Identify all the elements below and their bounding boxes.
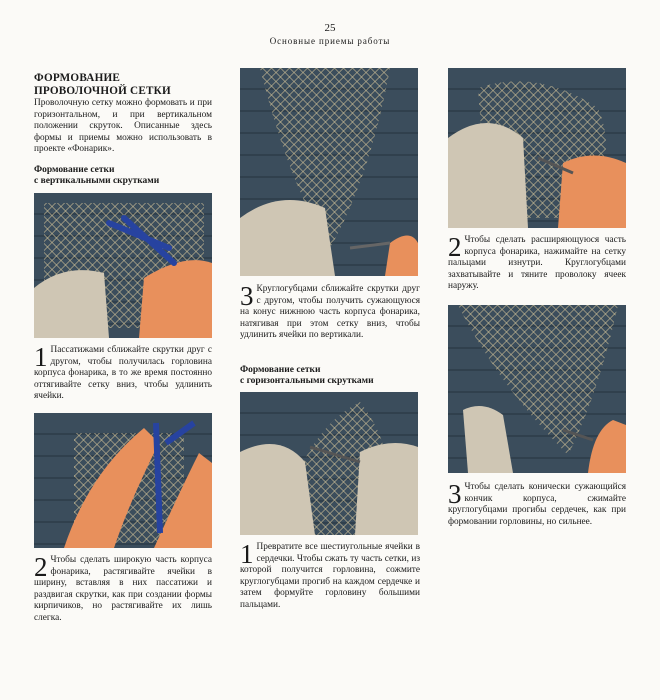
step-text: Пассатижами сближайте скрутки друг с другом, чтобы получилась горловина корпуса фонарика, в то же время постоянно оттягивайте сетку вниз, чтобы удлинить ячейки. [34, 345, 212, 402]
horizontal-heading-line-1: Формование сетки [240, 365, 321, 375]
step-text: Чтобы сделать широкую часть корпуса фонарика, растягивайте ячейки в ширину, вставляя в них пассатижи и раздвигая скрутки, как при создании формы кирпичиков, но растягивайте их лишь слегка. [34, 555, 212, 623]
vertical-heading-line-1: Формование сетки [34, 165, 115, 175]
section-title-line-1: ФОРМОВАНИЕ [34, 72, 121, 84]
step-number: 2 [34, 552, 48, 582]
section-title-line-2: ПРОВОЛОЧНОЙ СЕТКИ [34, 84, 171, 97]
step-text: Превратите все шестиугольные ячейки в сердечки. Чтобы сжать ту часть сетки, из которой получится горловина, сожмите круглогубцами прогиб на каждом сердечке и затем формуйте горловину большими пальцами. [240, 542, 420, 610]
photo-horizontal-step-3 [448, 305, 626, 473]
photo-horizontal-step-1 [240, 392, 418, 535]
vertical-step-1 [34, 342, 212, 403]
step-text: Круглогубцами сближайте скрутки друг с другом, чтобы получить сужающуюся на конус нижнюю часть корпуса фонарика, натягивая при этом сетку вниз, чтобы удлинить ячейки по вертикали. [240, 284, 420, 341]
running-head: Основные приемы работы [269, 36, 391, 46]
page-number: 25 [324, 22, 336, 34]
horizontal-step-3 [448, 479, 626, 528]
horizontal-heading-line-2: с горизонтальными скрутками [240, 376, 374, 387]
photo-horizontal-step-2 [448, 68, 626, 228]
intro-paragraph: Проволочную сетку можно формовать и при горизонтальном, и при вертикальном положении скруток. Описанные здесь формы и приемы можно использовать в проекте «Фонарик». [34, 98, 212, 155]
horizontal-twists-heading [240, 365, 420, 387]
photo-vertical-step-2 [34, 413, 212, 548]
vertical-heading-line-2: с вертикальными скрутками [34, 176, 160, 187]
step-number: 3 [240, 281, 254, 311]
horizontal-step-1 [240, 539, 420, 612]
step-number: 3 [448, 479, 462, 509]
step-number: 1 [34, 342, 48, 372]
step-number: 1 [240, 539, 254, 569]
step-number: 2 [448, 232, 462, 262]
photo-vertical-step-1 [34, 193, 212, 338]
vertical-step-2 [34, 552, 212, 625]
step-text: Чтобы сделать расширяющуюся часть корпуса фонарика, нажимайте на сетку пальцами изнутри. Круглогубцами захватывайте и тяните проволоку ячеек наружу. [448, 235, 626, 292]
step-text: Чтобы сделать конически сужающийся кончик корпуса, сжимайте круглогубцами прогибы сердечек, как при формовании горловины, но сильнее. [448, 482, 626, 527]
page-header [0, 22, 660, 46]
photo-vertical-step-3 [240, 68, 418, 276]
vertical-step-3 [240, 281, 420, 342]
section-title [34, 72, 214, 97]
vertical-twists-heading [34, 165, 212, 187]
horizontal-step-2 [448, 232, 626, 293]
